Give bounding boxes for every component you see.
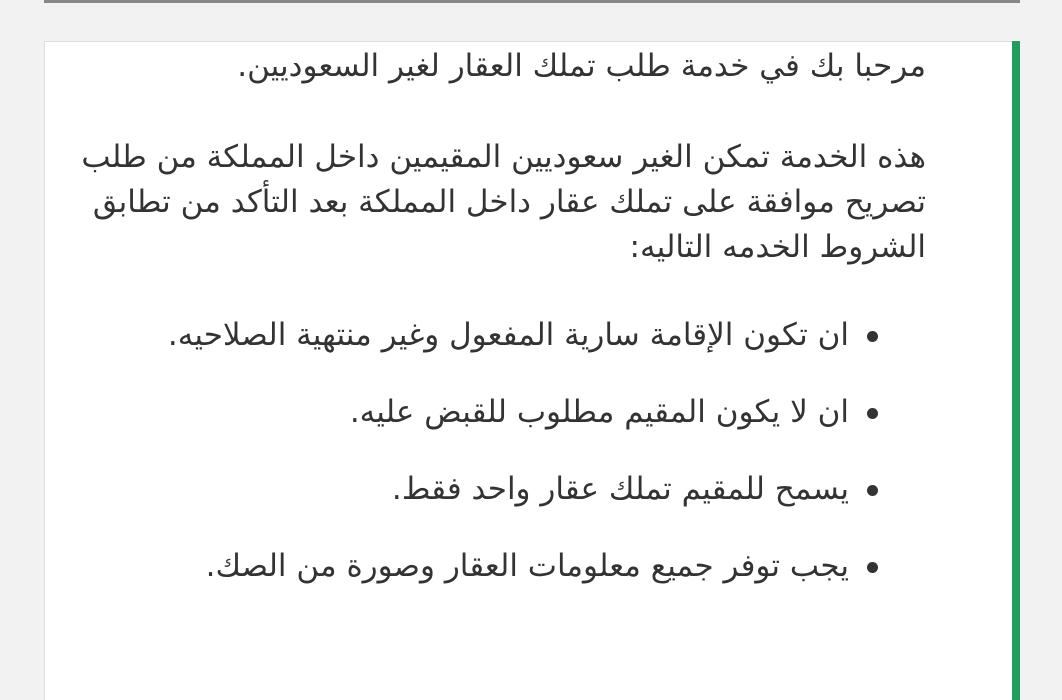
condition-item xyxy=(133,390,926,435)
top-divider xyxy=(44,0,1020,3)
condition-text: يسمح للمقيم تملك عقار واحد فقط. xyxy=(391,471,849,507)
bullet-icon xyxy=(867,331,878,342)
conditions-list xyxy=(133,313,926,589)
condition-item xyxy=(133,544,926,589)
condition-text: ان تكون الإقامة سارية المفعول وغير منتهية الصلاحيه. xyxy=(167,317,849,353)
welcome-text: مرحبا بك في خدمة طلب تملك العقار لغير السعوديين. xyxy=(237,48,926,84)
condition-text: يجب توفر جميع معلومات العقار وصورة من الصك. xyxy=(205,548,849,584)
condition-item xyxy=(133,467,926,512)
condition-item xyxy=(133,313,926,358)
bullet-icon xyxy=(867,562,878,573)
service-description: هذه الخدمة تمكن الغير سعوديين المقيمين داخل المملكة من طلب تصريح موافقة على تملك عقار داخل المملكة بعد التأكد من تطابق الشروط الخدمه التاليه: xyxy=(81,139,926,265)
card-accent-bar xyxy=(1012,41,1020,700)
bullet-icon xyxy=(867,485,878,496)
condition-text: ان لا يكون المقيم مطلوب للقبض عليه. xyxy=(349,394,849,430)
service-info-content xyxy=(56,44,926,621)
bullet-icon xyxy=(867,408,878,419)
